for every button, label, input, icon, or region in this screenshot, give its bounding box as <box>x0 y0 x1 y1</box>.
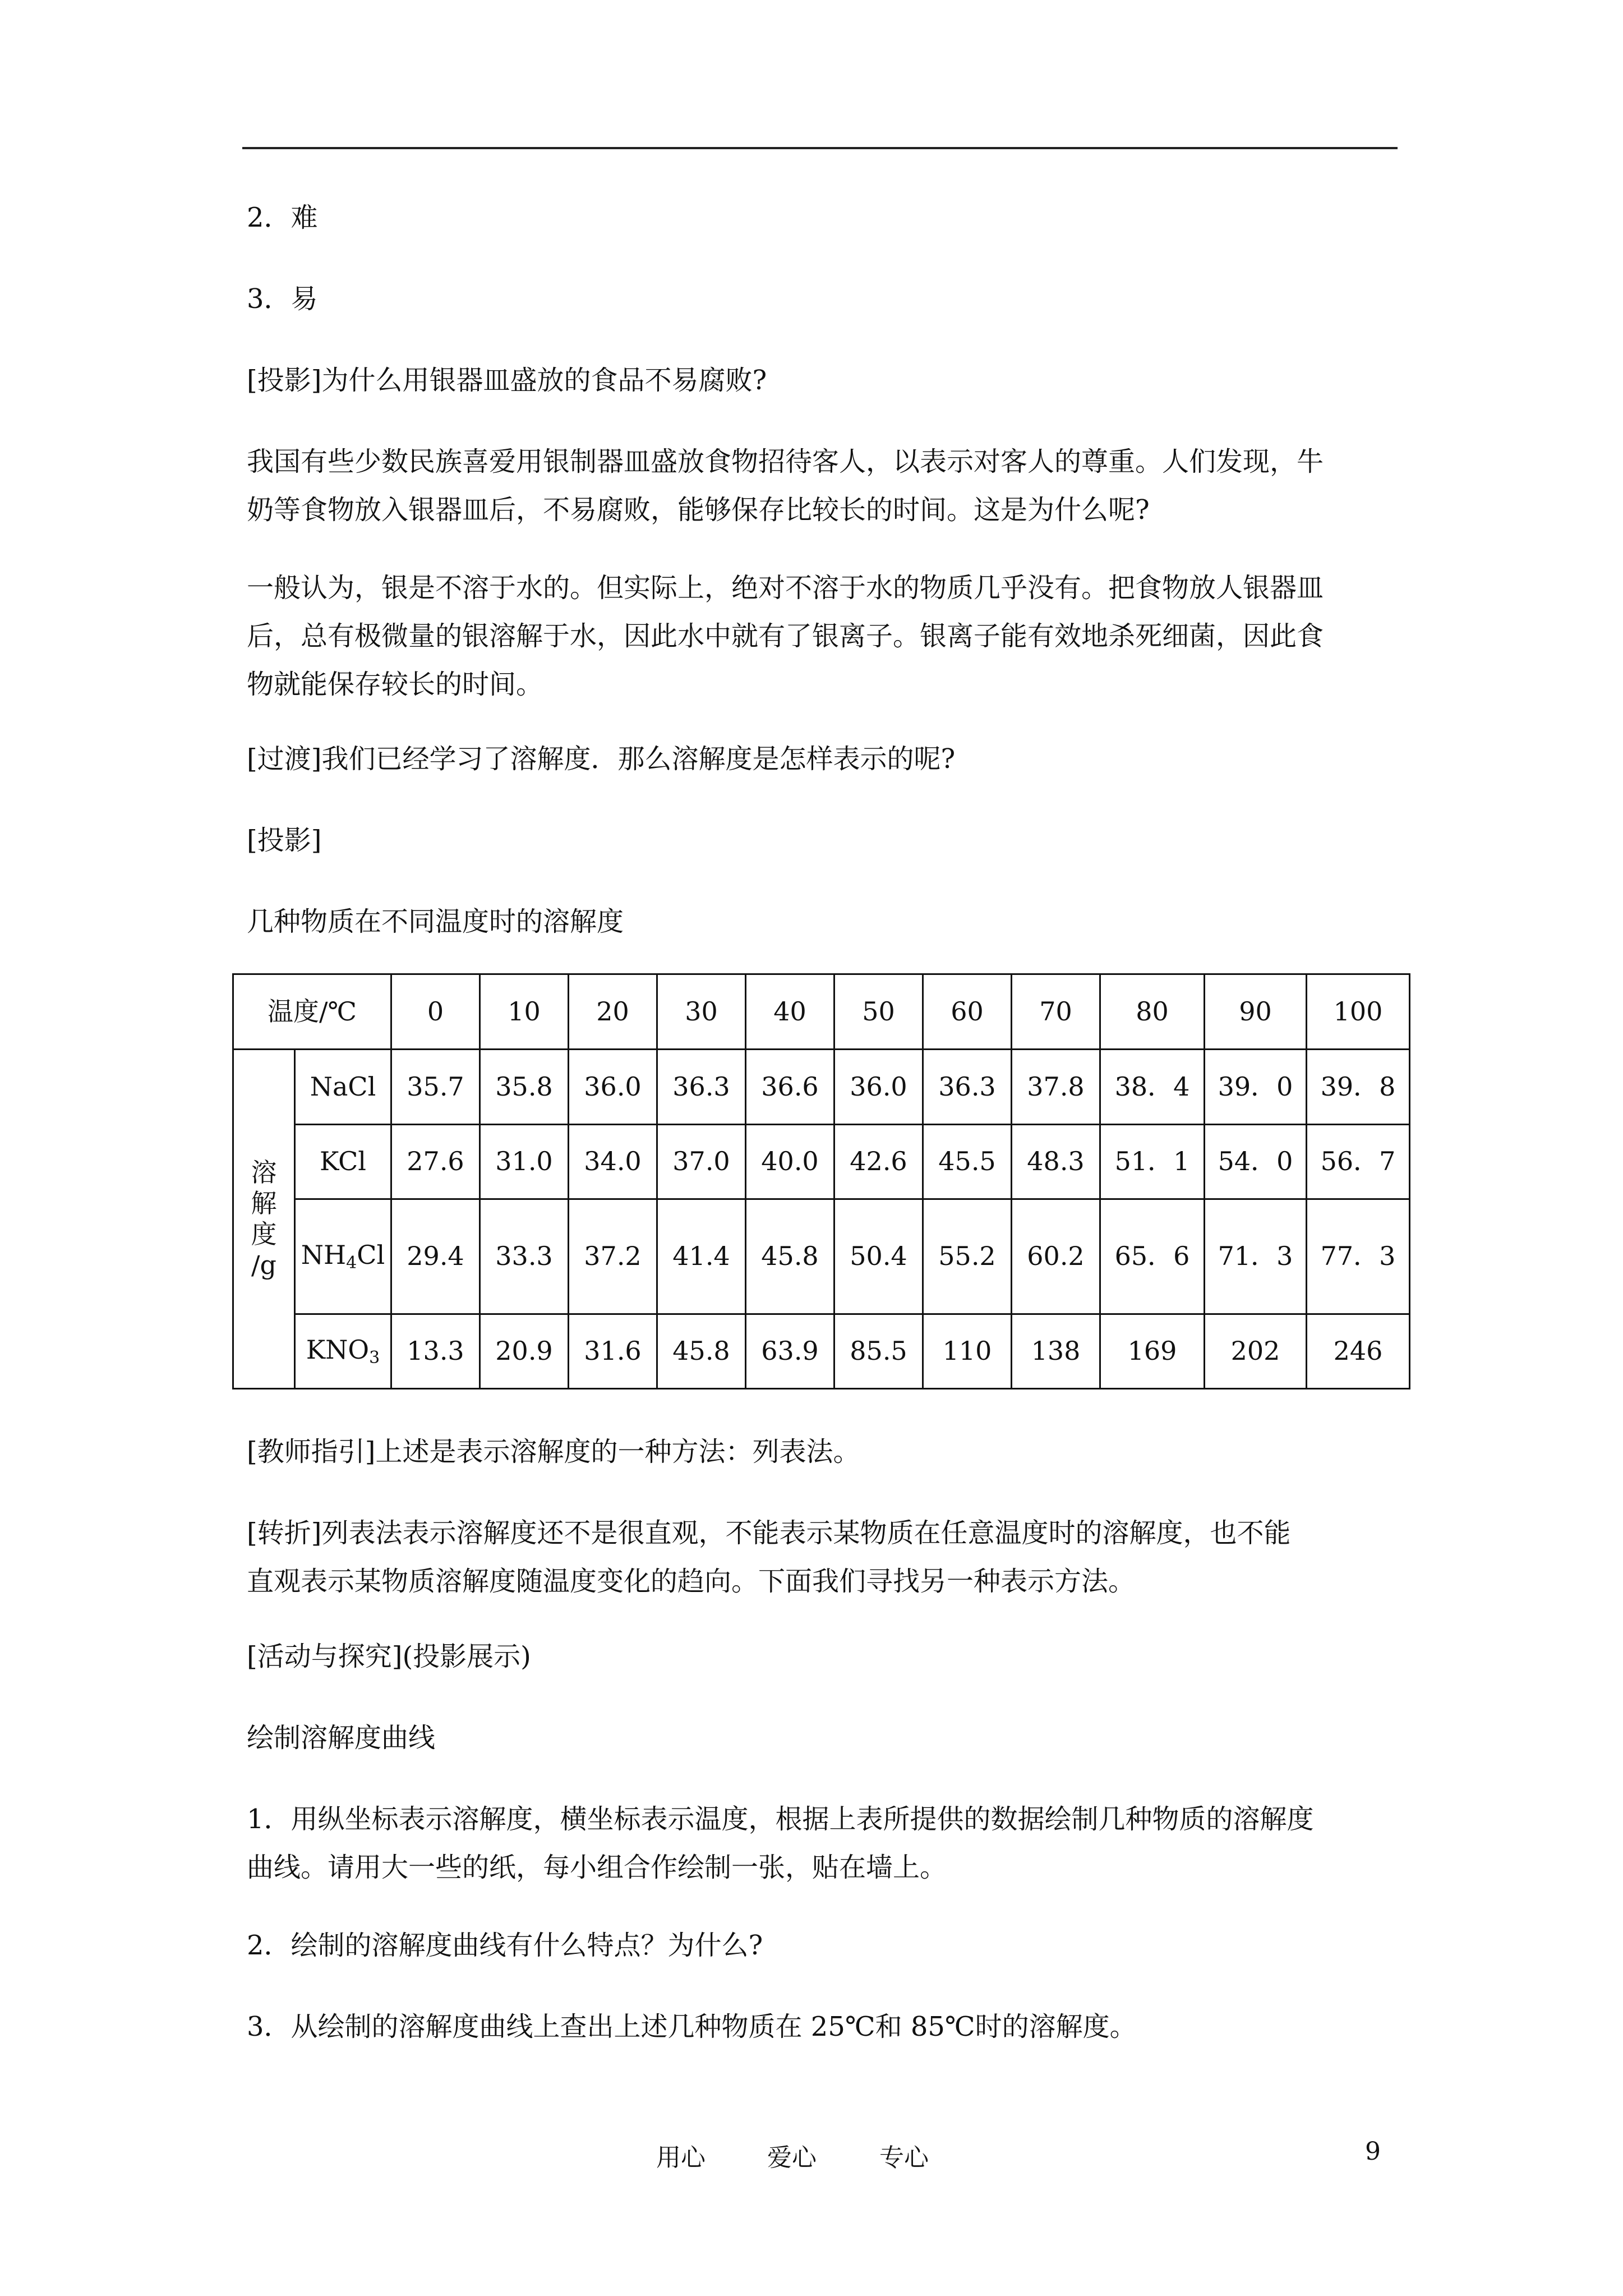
footer-motto-3: 专心 <box>879 2143 929 2172</box>
value-cell: 36.3 <box>657 1050 746 1124</box>
value-cell: 37.2 <box>569 1199 657 1314</box>
value-cell: 246 <box>1307 1314 1410 1388</box>
temp-cell: 10 <box>480 974 569 1050</box>
answer-3: 3．易 <box>247 283 318 315</box>
temp-cell: 100 <box>1307 974 1410 1050</box>
value-cell: 45.8 <box>657 1314 746 1388</box>
value-cell: 56．7 <box>1307 1124 1410 1199</box>
table-row-kno3 <box>233 1314 1410 1388</box>
silver-paragraph-1: 我国有些少数民族喜爱用银制器皿盛放食物招待客人，以表示对客人的尊重。人们发现，牛 奶等食物放入银器皿后，不易腐败，能够保存比较长的时间。这是为什么呢? <box>247 446 1324 526</box>
value-cell: 13.3 <box>391 1314 480 1388</box>
value-cell: 54．0 <box>1205 1124 1307 1199</box>
temp-cell: 40 <box>746 974 834 1050</box>
value-cell: 60.2 <box>1012 1199 1100 1314</box>
value-cell: 35.7 <box>391 1050 480 1124</box>
temp-cell: 20 <box>569 974 657 1050</box>
value-cell: 36.0 <box>834 1050 923 1124</box>
solubility-side-label: 溶 解 度 /g <box>233 1050 295 1389</box>
value-cell: 40.0 <box>746 1124 834 1199</box>
value-cell: 36.3 <box>923 1050 1012 1124</box>
value-cell: 65．6 <box>1100 1199 1205 1314</box>
turning-paragraph: [转折]列表法表示溶解度还不是很直观，不能表示某物质在任意温度时的溶解度，也不能 直观表示某物质溶解度随温度变化的趋向。下面我们寻找另一种表示方法。 <box>247 1517 1291 1597</box>
temp-cell: 80 <box>1100 974 1205 1050</box>
table-row-nacl <box>233 1050 1410 1124</box>
projection-label: [投影] <box>247 825 322 856</box>
value-cell: 27.6 <box>391 1124 480 1199</box>
value-cell: 39．8 <box>1307 1050 1410 1124</box>
draw-curve-heading: 绘制溶解度曲线 <box>247 1722 436 1754</box>
task-2: 2．绘制的溶解度曲线有什么特点？为什么? <box>247 1930 763 1961</box>
value-cell: 36.0 <box>569 1050 657 1124</box>
value-cell: 34.0 <box>569 1124 657 1199</box>
value-cell: 45.5 <box>923 1124 1012 1199</box>
task-3: 3．从绘制的溶解度曲线上查出上述几种物质在 25℃和 85℃时的溶解度。 <box>247 2011 1137 2042</box>
temp-cell: 50 <box>834 974 923 1050</box>
value-cell: 31.6 <box>569 1314 657 1388</box>
projection-question: [投影]为什么用银器皿盛放的食品不易腐败? <box>247 365 767 396</box>
value-cell: 48.3 <box>1012 1124 1100 1199</box>
value-cell: 110 <box>923 1314 1012 1388</box>
value-cell: 169 <box>1100 1314 1205 1388</box>
value-cell: 29.4 <box>391 1199 480 1314</box>
table-header-row <box>233 974 1410 1050</box>
silver-paragraph-2: 一般认为，银是不溶于水的。但实际上，绝对不溶于水的物质几乎没有。把食物放人银器皿 后，总有极微量的银溶解于水，因此水中就有了银离子。银离子能有效地杀死细菌，因此食 物就能保存较长的时间。 <box>247 572 1324 700</box>
temp-cell: 60 <box>923 974 1012 1050</box>
value-cell: 41.4 <box>657 1199 746 1314</box>
table-row-kcl <box>233 1124 1410 1199</box>
answer-2: 2．难 <box>247 202 318 233</box>
substance-name: $NH_4Cl$ <box>295 1199 391 1314</box>
page-number: 9 <box>1365 2137 1381 2166</box>
value-cell: 63.9 <box>746 1314 834 1388</box>
substance-name: NaCl <box>295 1050 391 1124</box>
value-cell: 31.0 <box>480 1124 569 1199</box>
value-cell: 37.0 <box>657 1124 746 1199</box>
activity-heading: [活动与探究](投影展示) <box>247 1641 531 1672</box>
temp-cell: 30 <box>657 974 746 1050</box>
value-cell: 202 <box>1205 1314 1307 1388</box>
value-cell: 77．3 <box>1307 1199 1410 1314</box>
value-cell: 42.6 <box>834 1124 923 1199</box>
task-1: 1．用纵坐标表示溶解度，横坐标表示温度，根据上表所提供的数据绘制几种物质的溶解度 曲线。请用大一些的纸，每小组合作绘制一张，贴在墙上。 <box>247 1803 1314 1883</box>
substance-name: KCl <box>295 1124 391 1199</box>
header-rule <box>242 147 1398 149</box>
value-cell: 33.3 <box>480 1199 569 1314</box>
value-cell: 39．0 <box>1205 1050 1307 1124</box>
value-cell: 37.8 <box>1012 1050 1100 1124</box>
value-cell: 35.8 <box>480 1050 569 1124</box>
temp-cell: 0 <box>391 974 480 1050</box>
value-cell: 71．3 <box>1205 1199 1307 1314</box>
value-cell: 55.2 <box>923 1199 1012 1314</box>
temperature-header: 温度/℃ <box>233 974 391 1050</box>
transition-paragraph: [过渡]我们已经学习了溶解度．那么溶解度是怎样表示的呢? <box>247 743 956 775</box>
value-cell: 50.4 <box>834 1199 923 1314</box>
solubility-table <box>232 973 1410 1389</box>
footer-motto-1: 用心 <box>656 2143 706 2172</box>
table-row-nh4cl <box>233 1199 1410 1314</box>
temp-cell: 70 <box>1012 974 1100 1050</box>
temp-cell: 90 <box>1205 974 1307 1050</box>
value-cell: 45.8 <box>746 1199 834 1314</box>
value-cell: 38．4 <box>1100 1050 1205 1124</box>
table-caption: 几种物质在不同温度时的溶解度 <box>247 906 624 937</box>
value-cell: 138 <box>1012 1314 1100 1388</box>
value-cell: 36.6 <box>746 1050 834 1124</box>
value-cell: 51．1 <box>1100 1124 1205 1199</box>
substance-name: $KNO_3$ <box>295 1314 391 1388</box>
teacher-guidance: [教师指引]上述是表示溶解度的一种方法：列表法。 <box>247 1436 860 1467</box>
value-cell: 85.5 <box>834 1314 923 1388</box>
footer-motto-2: 爱心 <box>767 2143 817 2172</box>
value-cell: 20.9 <box>480 1314 569 1388</box>
